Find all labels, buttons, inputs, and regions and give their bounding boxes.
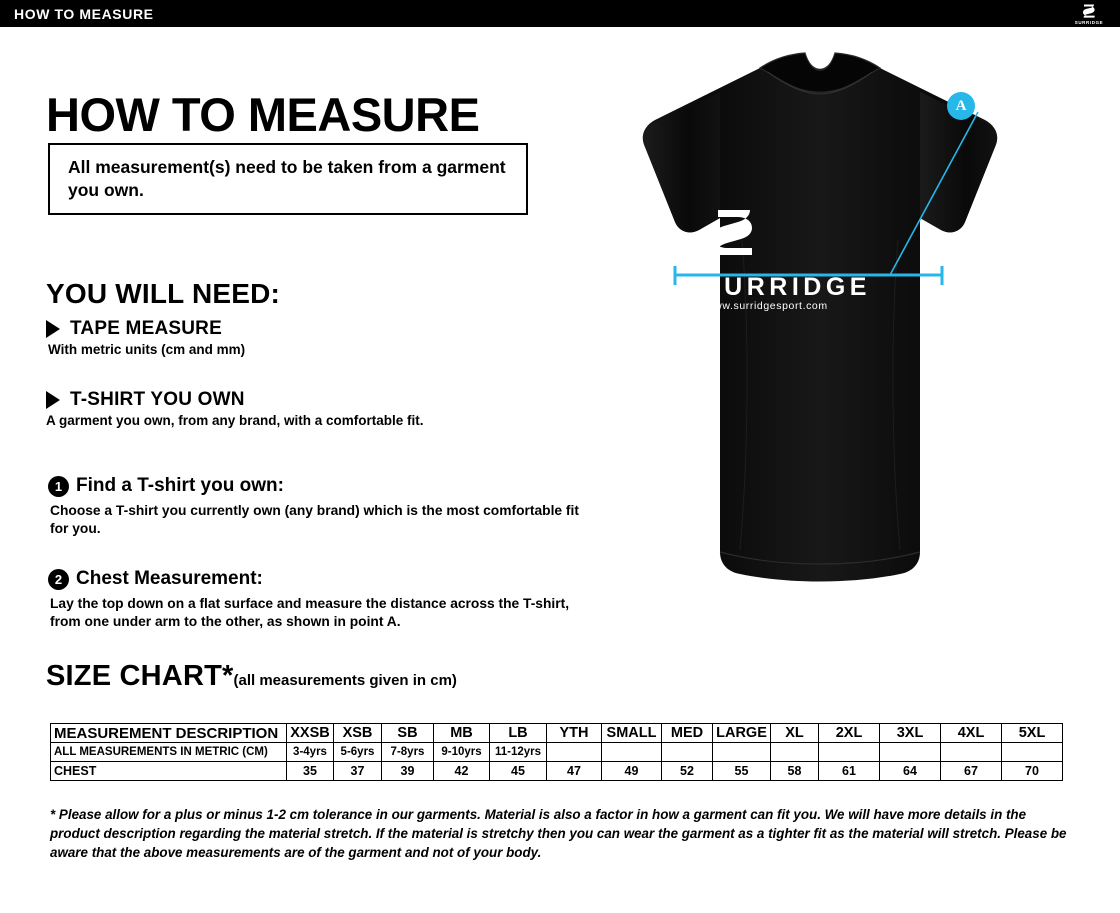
step-1 xyxy=(48,475,590,539)
brand-wordmark: SURRIDGE xyxy=(1074,19,1104,25)
garment-illustration xyxy=(590,40,1050,640)
table-header-cell: 4XL xyxy=(941,724,1002,743)
callout-box xyxy=(48,143,528,215)
footnote-text: * Please allow for a plus or minus 1-2 cm tolerance in our garments. Material is also a factor in how a garment can fit you. We will have more details in the product description regarding the material stretch. If the material is stretchy then you can wear the garment as a tighter fit as the material will stretch. Please be aware that the above measurements are of the garment and not of your body. xyxy=(50,807,1067,861)
garment-logo-url: www.surridgesport.com xyxy=(706,300,828,312)
table-cell xyxy=(771,743,819,762)
table-cell xyxy=(819,743,880,762)
garment-logo-text: SURRIDGE xyxy=(703,273,871,301)
top-bar-title: HOW TO MEASURE xyxy=(14,6,154,22)
table-cell: 3-4yrs xyxy=(287,743,334,762)
table-cell: 7-8yrs xyxy=(382,743,434,762)
step-2 xyxy=(48,568,590,632)
table-cell: 35 xyxy=(287,762,334,781)
table-header-row xyxy=(51,724,1063,743)
step-title: Find a T-shirt you own: xyxy=(76,475,284,496)
you-will-need-heading: YOU WILL NEED: xyxy=(46,278,281,310)
step-body: Choose a T-shirt you currently own (any brand) which is the most comfortable fit for you. xyxy=(50,503,579,537)
table-cell xyxy=(547,743,602,762)
size-chart-title: SIZE CHART* xyxy=(46,660,234,692)
table-cell: 55 xyxy=(713,762,771,781)
table-header-cell: MED xyxy=(662,724,713,743)
measurement-point-a-badge: A xyxy=(947,92,975,120)
step-number-badge: 1 xyxy=(48,476,69,497)
table-cell: 11-12yrs xyxy=(490,743,547,762)
need-item-tshirt xyxy=(46,389,424,428)
size-chart-heading xyxy=(46,660,457,693)
step-body: Lay the top down on a flat surface and measure the distance across the T-shirt, from one under arm to the other, as shown in point A. xyxy=(50,596,570,630)
step-title: Chest Measurement: xyxy=(76,568,263,589)
table-row-label: CHEST xyxy=(51,762,287,781)
table-cell: 45 xyxy=(490,762,547,781)
table-cell: 5-6yrs xyxy=(334,743,382,762)
table-header-cell: LB xyxy=(490,724,547,743)
table-header-cell: MEASUREMENT DESCRIPTION xyxy=(51,724,287,743)
need-item-tape-measure xyxy=(46,318,245,357)
table-header-cell: YTH xyxy=(547,724,602,743)
table-header-cell: SB xyxy=(382,724,434,743)
brand-logo xyxy=(1066,2,1112,25)
table-cell: 37 xyxy=(334,762,382,781)
top-bar xyxy=(0,0,1120,27)
table-cell: 64 xyxy=(880,762,941,781)
table-cell: 61 xyxy=(819,762,880,781)
table-cell xyxy=(941,743,1002,762)
callout-text: All measurement(s) need to be taken from a garment you own. xyxy=(68,157,506,200)
size-chart-note: (all measurements given in cm) xyxy=(233,672,457,689)
table-header-cell: 3XL xyxy=(880,724,941,743)
step-number-badge: 2 xyxy=(48,569,69,590)
need-item-title: T-SHIRT YOU OWN xyxy=(70,389,245,410)
table-row xyxy=(51,762,1063,781)
table-cell: 9-10yrs xyxy=(434,743,490,762)
table-cell: 58 xyxy=(771,762,819,781)
table-row-label: ALL MEASUREMENTS IN METRIC (CM) xyxy=(51,743,287,762)
table-cell xyxy=(662,743,713,762)
table-cell: 47 xyxy=(547,762,602,781)
table-header-cell: 5XL xyxy=(1002,724,1063,743)
need-item-subtitle: With metric units (cm and mm) xyxy=(48,342,246,357)
table-cell xyxy=(602,743,662,762)
surridge-s-logo-icon xyxy=(1082,3,1096,19)
table-cell xyxy=(1002,743,1063,762)
table-cell: 42 xyxy=(434,762,490,781)
table-cell: 52 xyxy=(662,762,713,781)
triangle-bullet-icon xyxy=(46,320,60,338)
table-cell: 67 xyxy=(941,762,1002,781)
need-item-subtitle: A garment you own, from any brand, with a comfortable fit. xyxy=(46,413,424,428)
table-header-cell: XXSB xyxy=(287,724,334,743)
table-header-cell: MB xyxy=(434,724,490,743)
table-row xyxy=(51,743,1063,762)
triangle-bullet-icon xyxy=(46,391,60,409)
page-title: HOW TO MEASURE xyxy=(46,88,480,142)
table-header-cell: SMALL xyxy=(602,724,662,743)
size-chart-table xyxy=(50,723,1063,781)
table-header-cell: XL xyxy=(771,724,819,743)
table-cell xyxy=(880,743,941,762)
table-cell xyxy=(713,743,771,762)
table-header-cell: LARGE xyxy=(713,724,771,743)
table-header-cell: XSB xyxy=(334,724,382,743)
need-item-title: TAPE MEASURE xyxy=(70,318,222,339)
table-header-cell: 2XL xyxy=(819,724,880,743)
table-cell: 39 xyxy=(382,762,434,781)
table-cell: 49 xyxy=(602,762,662,781)
table-cell: 70 xyxy=(1002,762,1063,781)
